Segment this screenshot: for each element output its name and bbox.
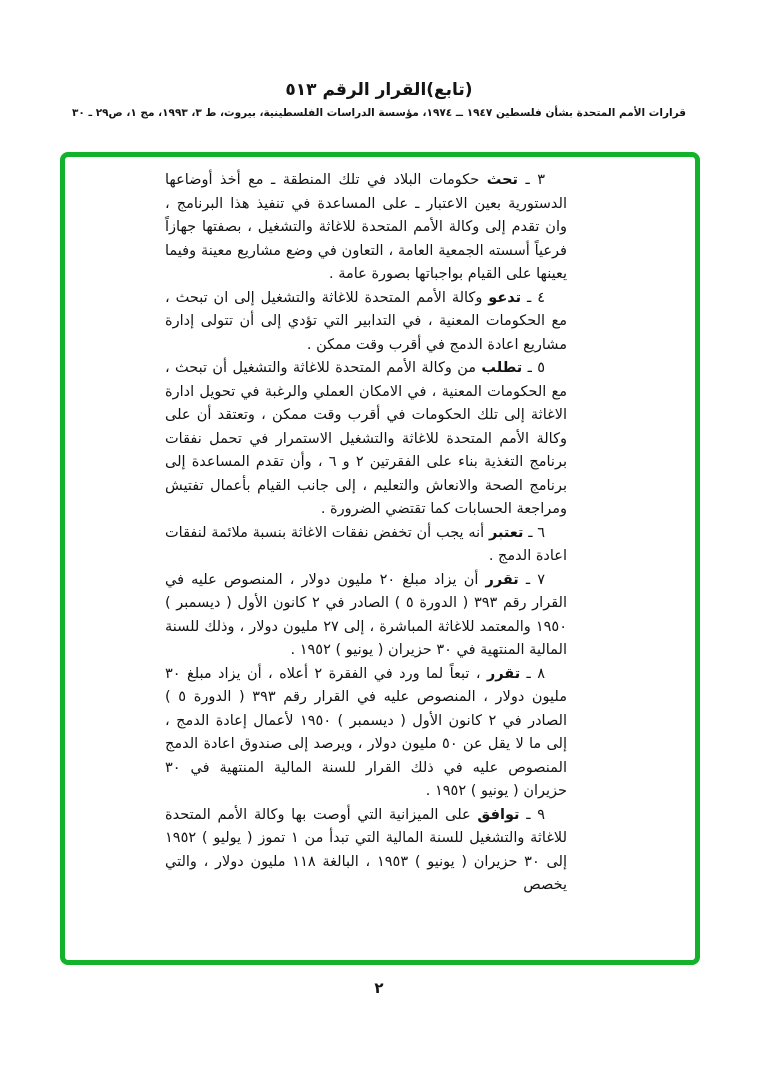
paragraph-text: من وكالة الأمم المتحدة للاغاثة والتشغيل أن تبحث ، مع الحكومات المعنية ، في الامكان العملي والرغبة في تحويل ادارة الاغاثة إلى تلك الحكومات في أقرب وقت ممكن ، وتعتقد أن على وكالة الأمم المتحدة للاغاثة والتشغيل الاستمرار في تحمل نفقات برنامج التغذية بناء على الفقرتين ٢ و ٦ ، وأن تقدم المساعدة إلى برنامج الصحة والانعاش والتعليم ، إلى جانب القيام بأعمال تفتيش ومراجعة الحسابات كما تقتضي الضرورة . (165, 360, 567, 517)
paragraph-lead: تطلب (481, 360, 523, 376)
paragraph-marker: ٤ ـ (521, 289, 545, 306)
paragraph-marker: ٧ ـ (518, 571, 546, 588)
page-footer (0, 978, 758, 997)
paragraph-marker: ٥ ـ (522, 360, 545, 376)
resolution-text-block (165, 169, 567, 898)
page-title: (تابع)القرار الرقم ٥١٣ (285, 80, 473, 100)
paragraph-lead: تحث (486, 172, 518, 188)
source-citation: قرارات الأمم المتحدة بشأن فلسطين ١٩٤٧ ــ ١٩٧٤، مؤسسة الدراسات الفلسطينية، بيروت، ط ٣، ١٩٩٣، مج ١، ص٢٩ ـ ٣٠ (71, 107, 686, 119)
highlight-frame (60, 152, 700, 965)
paragraph-lead: تعتبر (488, 524, 524, 541)
paragraph-text: على الميزانية التي أوصت بها وكالة الأمم المتحدة للاغاثة والتشغيل للسنة المالية التي تبدأ من ١ تموز ( يوليو ) ١٩٥٢ إلى ٣٠ حزيران ( يونيو ) ١٩٥٣ ، البالغة ١١٨ مليون دولار ، والتي يخصص (165, 806, 567, 893)
paragraph-marker: ٩ ـ (519, 806, 546, 823)
paragraph-7 (165, 569, 567, 663)
page-number: ٢ (374, 979, 384, 997)
paragraph-4 (165, 287, 567, 358)
paragraph-lead: تقرر (486, 665, 521, 682)
paragraph-lead: تدعو (488, 289, 522, 306)
paragraph-marker: ٣ ـ (517, 172, 546, 188)
paragraph-3 (165, 169, 567, 287)
paragraph-text: وكالة الأمم المتحدة للاغاثة والتشغيل إلى ان تبحث ، مع الحكومات المعنية ، في التدابير التي تؤدي إلى أن تتولى إدارة مشاريع اعادة الدمج في أقرب وقت ممكن . (165, 289, 567, 353)
paragraph-9 (165, 804, 567, 898)
paragraph-text: ، تبعاً لما ورد في الفقرة ٢ أعلاه ، أن يزاد مبلغ ٣٠ مليون دولار ، المنصوص عليه في القرار رقم ٣٩٣ ( الدورة ٥ ) الصادر في ٢ كانون الأول ( ديسمبر ) ١٩٥٠ لأعمال إعادة الدمج ، إلى ما لا يقل عن ٥٠ مليون دولار ، ويرصد إلى صندوق اعادة الدمج المنصوص عليه في ذلك القرار للسنة المالية المنتهية في ٣٠ حزيران ( يونيو ) ١٩٥٢ . (165, 665, 568, 799)
page-header (0, 80, 758, 119)
paragraph-marker: ٦ ـ (523, 524, 545, 541)
paragraph-text: أن يزاد مبلغ ٢٠ مليون دولار ، المنصوص عليه في القرار رقم ٣٩٣ ( الدورة ٥ ) الصادر في ٢ كانون الأول ( ديسمبر ) ١٩٥٠ والمعتمد للاغاثة المباشرة ، إلى ٢٧ مليون دولار ، وذلك للسنة المالية المنتهية في ٣٠ حزيران ( يونيو ) ١٩٥٢ . (165, 571, 567, 658)
paragraph-5 (165, 357, 567, 522)
paragraph-8 (165, 663, 567, 804)
paragraph-text: حكومات البلاد في تلك المنطقة ـ مع أخذ أوضاعها الدستورية بعين الاعتبار ـ على المساعدة في تنفيذ هذا البرنامج ، وان تقدم إلى وكالة الأمم المتحدة للاغاثة والتشغيل ، بصفتها جهازاً فرعياً أسسته الجمعية العامة ، التعاون في وضع مشاريع معينة وفيما يعينها على القيام بواجباتها بصورة عامة . (165, 172, 567, 282)
paragraph-text: أنه يجب أن تخفض نفقات الاغاثة بنسبة ملائمة لنفقات اعادة الدمج . (165, 524, 567, 564)
paragraph-lead: توافق (477, 806, 520, 823)
paragraph-marker: ٨ ـ (520, 665, 545, 682)
paragraph-6 (165, 522, 567, 569)
paragraph-lead: تقرر (485, 571, 519, 588)
